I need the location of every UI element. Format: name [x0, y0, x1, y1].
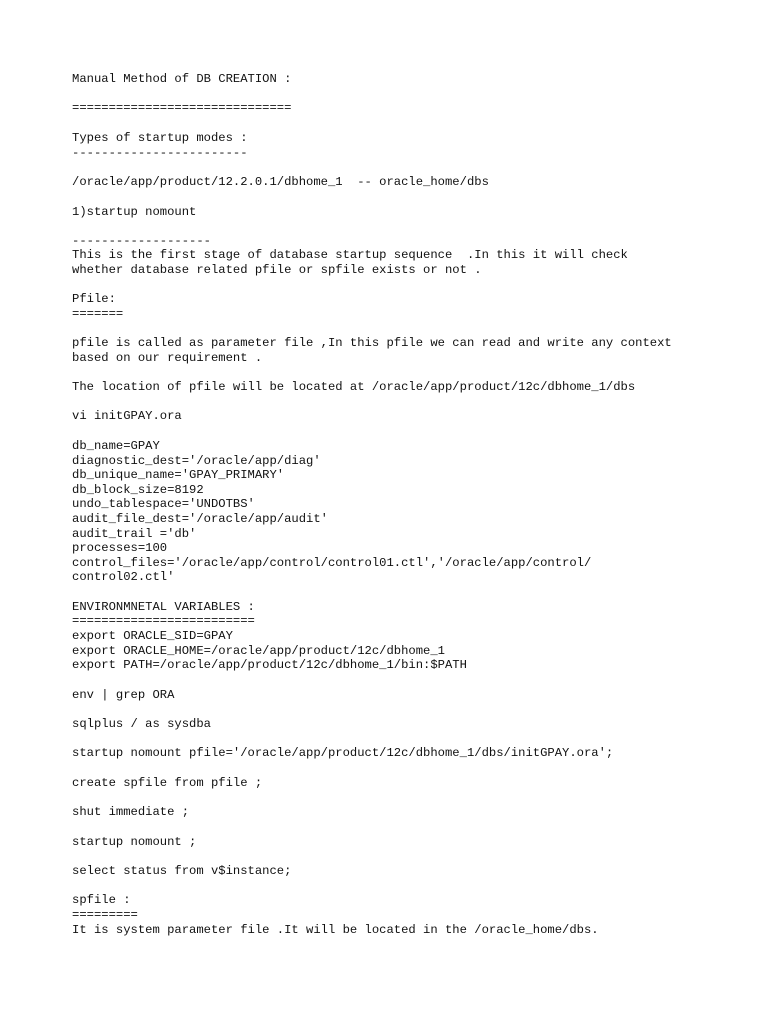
command-line: shut immediate ; [72, 805, 190, 819]
paragraph-line: It is system parameter file .It will be located in the /oracle_home/dbs. [72, 923, 599, 937]
paragraph-line: This is the first stage of database startup sequence .In this it will check [72, 248, 628, 262]
parameter-line: db_unique_name='GPAY_PRIMARY' [72, 468, 285, 482]
section-underline: ========================= [72, 614, 255, 628]
command-line: startup nomount pfile='/oracle/app/product/12c/dbhome_1/dbs/initGPAY.ora'; [72, 746, 614, 760]
parameter-line: db_name=GPAY [72, 439, 160, 453]
step-underline: ------------------- [72, 234, 211, 248]
parameter-line: control_files='/oracle/app/control/control01.ctl','/oracle/app/control/ [72, 556, 592, 570]
parameter-line: db_block_size=8192 [72, 483, 204, 497]
section-heading-environment-variables: ENVIRONMNETAL VARIABLES : [72, 600, 255, 614]
command-line: env | grep ORA [72, 688, 175, 702]
command-line: vi initGPAY.ora [72, 409, 182, 423]
title-underline: ============================== [72, 101, 292, 115]
section-heading-pfile: Pfile: [72, 292, 116, 306]
command-line: select status from v$instance; [72, 864, 292, 878]
section-underline: ======= [72, 307, 124, 321]
step-heading-startup-nomount: 1)startup nomount [72, 205, 197, 219]
parameter-line: audit_trail ='db' [72, 527, 197, 541]
parameter-line: diagnostic_dest='/oracle/app/diag' [72, 454, 321, 468]
export-line: export ORACLE_HOME=/oracle/app/product/12c/dbhome_1 [72, 644, 445, 658]
section-heading-spfile: spfile : [72, 893, 131, 907]
export-line: export PATH=/oracle/app/product/12c/dbhome_1/bin:$PATH [72, 658, 467, 672]
command-line: sqlplus / as sysdba [72, 717, 211, 731]
parameter-line: undo_tablespace='UNDOTBS' [72, 497, 255, 511]
paragraph-line: The location of pfile will be located at /oracle/app/product/12c/dbhome_1/dbs [72, 380, 636, 394]
section-heading-startup-modes: Types of startup modes : [72, 131, 248, 145]
paragraph-line: pfile is called as parameter file ,In this pfile we can read and write any context [72, 336, 672, 350]
parameter-line: audit_file_dest='/oracle/app/audit' [72, 512, 328, 526]
parameter-line: processes=100 [72, 541, 168, 555]
parameter-line: control02.ctl' [72, 570, 175, 584]
paragraph-line: based on our requirement . [72, 351, 263, 365]
paragraph-line: whether database related pfile or spfile exists or not . [72, 263, 482, 277]
document-title: Manual Method of DB CREATION : [72, 72, 292, 86]
export-line: export ORACLE_SID=GPAY [72, 629, 233, 643]
section-underline: ------------------------ [72, 146, 248, 160]
oracle-home-path-line: /oracle/app/product/12.2.0.1/dbhome_1 -- oracle_home/dbs [72, 175, 489, 189]
command-line: startup nomount ; [72, 835, 197, 849]
command-line: create spfile from pfile ; [72, 776, 263, 790]
section-underline: ========= [72, 908, 138, 922]
